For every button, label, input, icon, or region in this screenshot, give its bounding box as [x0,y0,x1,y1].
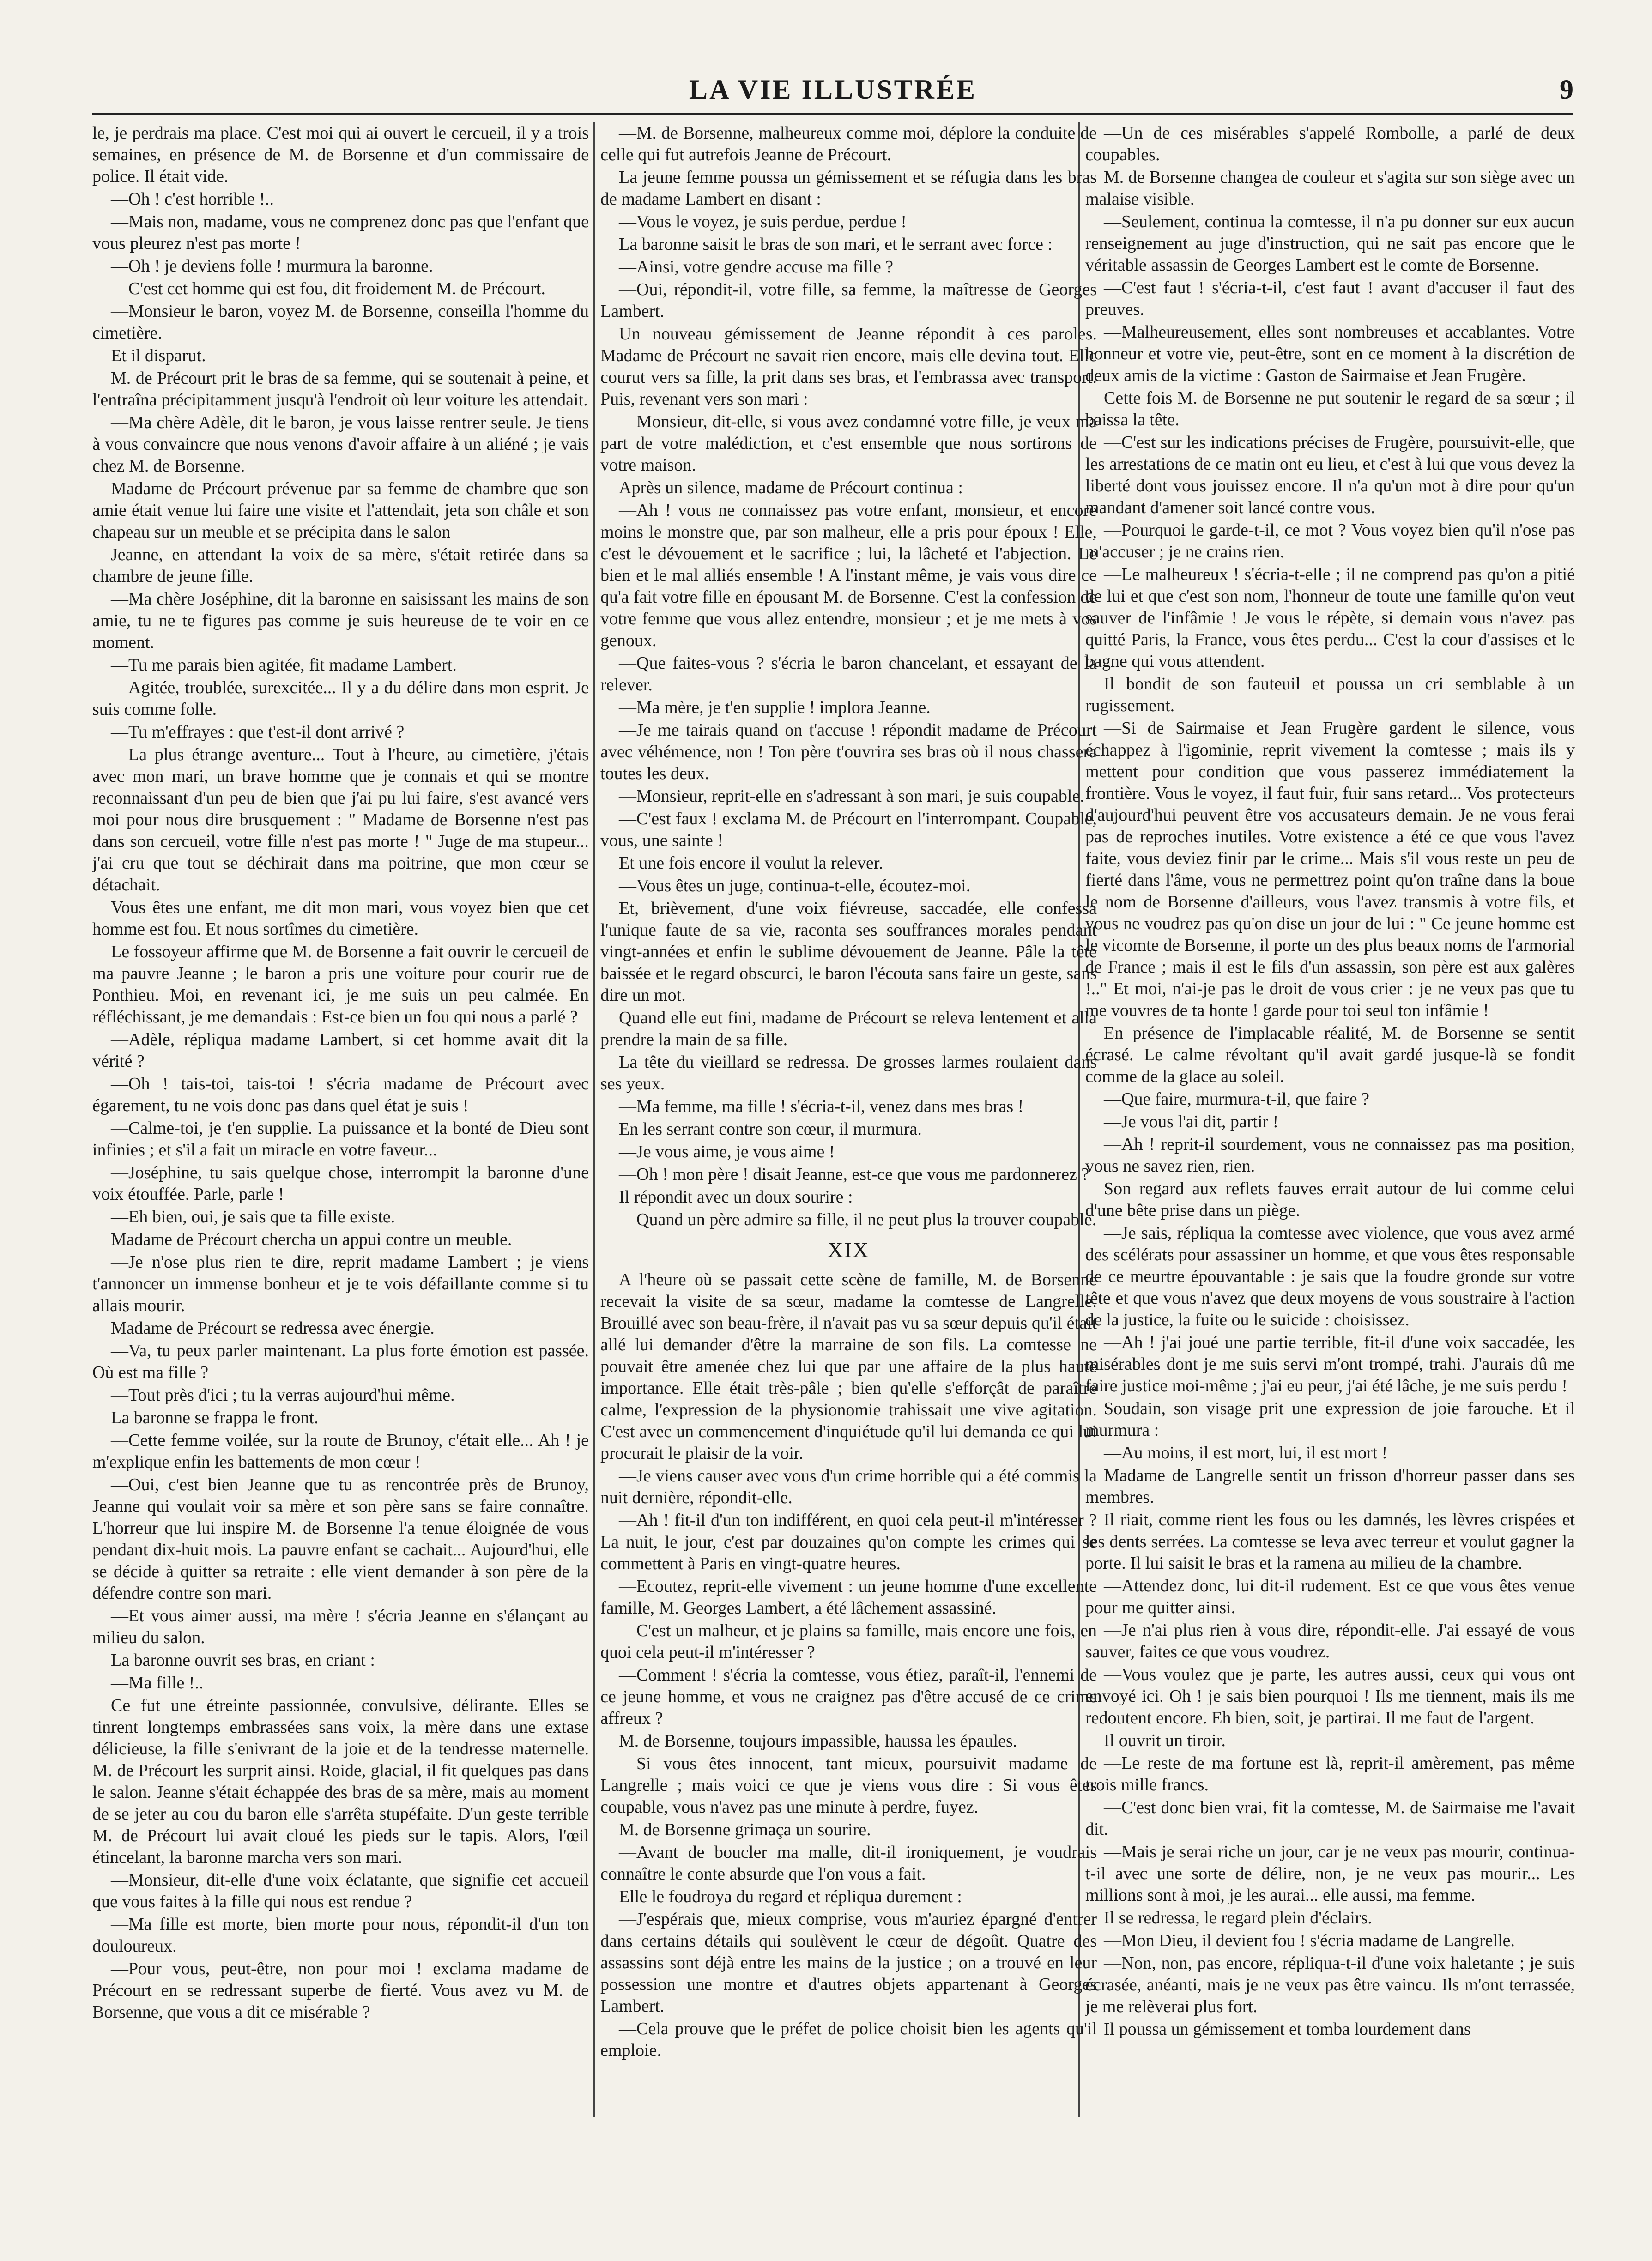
paragraph: Et une fois encore il voulut la relever. [619,853,883,873]
paragraph: M. de Précourt prit le bras de sa femme, qui se soutenait à peine, et l'entraîna précipitamment jusqu'à l'endroit où leur voiture les attendait. [92,369,589,410]
paragraph: —Malheureusement, elles sont nombreuses et accablantes. Votre honneur et votre vie, peut-être, sont en ce moment à la discrétion de deux amis de la victime : Gaston de Sairmaise et Jean Frugère. [1085,322,1575,385]
paragraph: —Attendez donc, lui dit-il rudement. Est ce que vous êtes venue pour me quitter ainsi. [1085,1576,1575,1617]
paragraph: —Je me tairais quand on t'accuse ! répondit madame de Précourt avec véhémence, non ! Ton père t'ouvrira ses bras où il nous chassera toutes les deux. [600,720,1097,783]
paragraph: M. de Borsenne changea de couleur et s'agita sur son siège avec un malaise visible. [1085,168,1575,209]
paragraph: —Mais je serai riche un jour, car je ne veux pas mourir, continua-t-il avec une sorte de délire, non, je ne veux pas mourir... Les millions sont à moi, je les aurai... elle aussi, ma femme. [1085,1842,1575,1905]
paragraph: Quand elle eut fini, madame de Précourt se releva lentement et alla prendre la main de sa fille. [600,1008,1097,1049]
paragraph: —Et vous aimer aussi, ma mère ! s'écria Jeanne en s'élançant au milieu du salon. [92,1606,589,1647]
paragraph: —Ah ! reprit-il sourdement, vous ne connaissez pas ma position, vous ne savez rien, rien. [1085,1135,1575,1176]
paragraph: Vous êtes une enfant, me dit mon mari, vous voyez bien que cet homme est fou. Et nous sortîmes du cimetière. [92,898,589,939]
paragraph: Jeanne, en attendant la voix de sa mère, s'était retirée dans sa chambre de jeune fille. [92,545,589,586]
paragraph: —Ma chère Adèle, dit le baron, je vous laisse rentrer seule. Je tiens à vous convaincre que nous venons d'avoir affaire à un aliéné ; je vais chez M. de Borsenne. [92,413,589,476]
paragraph: A l'heure où se passait cette scène de famille, M. de Borsenne recevait la visite de sa sœur, madame la comtesse de Langrelle. Brouillé avec son beau-frère, il n'avait pas vu sa sœur depuis qu'il était allé lui demander d'être la marraine de son fils. La comtesse ne pouvait être amenée chez lui que par une affaire de la plus haute importance. Elle était très-pâle ; bien qu'elle s'efforçât de paraître calme, l'expression de la physionomie trahissait une vive agitation. C'est avec un commencement d'inquiétude qu'il lui demanda ce qui lui procurait le plaisir de la voir. [600,1270,1097,1463]
paragraph: Madame de Précourt chercha un appui contre un meuble. [111,1230,512,1249]
paragraph: —Ma femme, ma fille ! s'écria-t-il, venez dans mes bras ! [619,1097,1024,1116]
chapter-heading: XIX [828,1238,870,1262]
paragraph: —Joséphine, tu sais quelque chose, interrompit la baronne d'une voix étouffée. Parle, parle ! [92,1163,589,1204]
paragraph: —Oh ! mon père ! disait Jeanne, est-ce que vous me pardonnerez ? [619,1165,1089,1184]
paragraph: —M. de Borsenne, malheureux comme moi, déplore la conduite de celle qui fut autrefois Jeanne de Précourt. [600,123,1097,164]
paragraph: —Vous êtes un juge, continua-t-elle, écoutez-moi. [619,876,971,895]
paragraph: —Si de Sairmaise et Jean Frugère gardent le silence, vous échappez à l'igominie, reprit vivement la comtesse ; mais ils y mettent pour condition que vous passerez immédiatement la frontière. Vous le voyez, il faut fuir, fuir sans retard... Vos protecteurs d'aujourd'hui peuvent être vos accusateurs demain. Je ne vous ferai pas de reproches inutiles. Votre existence a été ce que vous l'avez faite, vous deviez finir par le crime... Mais s'il vous reste un peu de fierté dans l'âme, vous ne permettrez point qu'on traîne dans la boue le nom de Borsenne d'ailleurs, vous l'avez transmis à votre fils, et vous ne voudrez pas qu'on dise un jour de lui : " Ce jeune homme est le vicomte de Borsenne, il porte un des plus beaux noms de l'armorial de France ; mais il est le fils d'un assassin, son père est aux galères !.." Et moi, n'ai-je pas le droit de vous crier : je ne veux pas que tu me vouvres de ta honte ! garde pour toi seul ton infâmie ! [1085,719,1575,1020]
paragraph: La tête du vieillard se redressa. De grosses larmes roulaient dans ses yeux. [600,1052,1097,1094]
column-1 [92,122,589,2168]
paragraph: —Pourquoi le garde-t-il, ce mot ? Vous voyez bien qu'il n'ose pas m'accuser ; je ne crains rien. [1085,520,1575,562]
paragraph: —Si vous êtes innocent, tant mieux, poursuivit madame de Langrelle ; mais voici ce que je viens vous dire : Si vous êtes coupable, vous n'avez pas une minute à perdre, fuyez. [600,1754,1097,1817]
paragraph: —Ma mère, je t'en supplie ! implora Jeanne. [619,698,931,717]
paragraph: Et il disparut. [111,346,206,365]
column-3 [1085,122,1575,2168]
journal-title: LA VIE ILLUSTRÉE [689,74,977,105]
header-rule [92,113,1573,115]
paragraph: —Que faire, murmura-t-il, que faire ? [1104,1089,1370,1109]
paragraph: —Je vous l'ai dit, partir ! [1104,1112,1279,1131]
paragraph: Elle le foudroya du regard et répliqua durement : [619,1887,962,1906]
paragraph: —Je vous aime, je vous aime ! [619,1142,835,1161]
page-number: 9 [1560,74,1573,105]
paragraph: —Tu m'effrayes : que t'est-il dont arrivé ? [111,722,405,742]
column-2 [600,122,1097,2168]
paragraph: —Tout près d'ici ; tu la verras aujourd'hui même. [111,1385,455,1405]
paragraph: —Ma fille !.. [111,1673,204,1693]
paragraph: Le fossoyeur affirme que M. de Borsenne a fait ouvrir le cercueil de ma pauvre Jeanne ; le baron a pris une voiture pour courir rue de Ponthieu. Moi, en revenant ici, je me suis un peu calmée. En réfléchissant, je me demandais : Est-ce bien un fou qui nous a parlé ? [92,942,589,1027]
paragraph: —La plus étrange aventure... Tout à l'heure, au cimetière, j'étais avec mon mari, un brave homme que je connais et qui se montre reconnaissant d'un peu de bien que j'ai pu lui faire, s'est avancé vers moi pour nous dire brusquement : " Madame de Borsenne n'est pas dans son cercueil, votre fille n'est pas morte ! " Juge de ma stupeur... j'ai cru que tout se déchirait dans ma poitrine, que mon cœur se détachait. [92,745,589,895]
paragraph: Madame de Langrelle sentit un frisson d'horreur passer dans ses membres. [1085,1466,1575,1507]
paragraph: —Pour vous, peut-être, non pour moi ! exclama madame de Précourt en se redressant superbe de fierté. Vous avez vu M. de Borsenne, que vous a dit ce misérable ? [92,1959,589,2022]
paragraph: Il répondit avec un doux sourire : [619,1187,853,1207]
paragraph: —Mon Dieu, il devient fou ! s'écria madame de Langrelle. [1104,1931,1515,1950]
paragraph: —Oui, répondit-il, votre fille, sa femme, la maîtresse de Georges Lambert. [600,280,1097,321]
paragraph: —Non, non, pas encore, répliqua-t-il d'une voix haletante ; je suis écrasée, anéanti, mais je ne veux pas être vaincu. Ils m'ont terrassée, je me relèverai plus fort. [1085,1953,1575,2016]
paragraph: —C'est un malheur, et je plains sa famille, mais encore une fois, en quoi cela peut-il m'intéresser ? [600,1621,1097,1662]
paragraph: —Un de ces misérables s'appelé Rombolle, a parlé de deux coupables. [1085,123,1575,164]
paragraph: —Tu me parais bien agitée, fit madame Lambert. [111,655,457,675]
paragraph: M. de Borsenne grimaça un sourire. [619,1820,871,1839]
paragraph: —Eh bien, oui, je sais que ta fille existe. [111,1207,395,1227]
column-2-part-a [600,122,1097,1231]
paragraph: —Que faites-vous ? s'écria le baron chancelant, et essayant de la relever. [600,653,1097,695]
paragraph: —Oh ! c'est horrible !.. [111,189,274,209]
paragraph: —Oh ! tais-toi, tais-toi ! s'écria madame de Précourt avec égarement, tu ne vois donc pas dans quel état je suis ! [92,1074,589,1115]
paragraph: —Ma fille est morte, bien morte pour nous, répondit-il d'un ton douloureux. [92,1915,589,1956]
paragraph: —Ecoutez, reprit-elle vivement : un jeune homme d'une excellente famille, M. Georges Lambert, a été lâchement assassiné. [600,1577,1097,1618]
paragraph: —Ah ! fit-il d'un ton indifférent, en quoi cela peut-il m'intéresser ? La nuit, le jour, c'est par douzaines qu'on compte les crimes qui se commettent à Paris en vingt-quatre heures. [600,1511,1097,1573]
paragraph: —Monsieur, dit-elle, si vous avez condamné votre fille, je veux ma part de votre malédiction, et c'est ensemble que nous sortirons de votre maison. [600,412,1097,475]
paragraph: —Monsieur, dit-elle d'une voix éclatante, que signifie cet accueil que vous faites à la fille qui nous est rendue ? [92,1870,589,1911]
paragraph: —Mais non, madame, vous ne comprenez donc pas que l'enfant que vous pleurez n'est pas morte ! [92,212,589,253]
paragraph: —Adèle, répliqua madame Lambert, si cet homme avait dit la vérité ? [92,1030,589,1071]
column-2-part-b [600,1269,1097,2062]
paragraph: —Va, tu peux parler maintenant. La plus forte émotion est passée. Où est ma fille ? [92,1341,589,1382]
paragraph: —Cette femme voilée, sur la route de Brunoy, c'était elle... Ah ! je m'explique enfin les battements de mon cœur ! [92,1431,589,1472]
paragraph: —Comment ! s'écria la comtesse, vous étiez, paraît-il, l'ennemi de ce jeune homme, et vous ne craignez pas d'être accusé de ce crime affreux ? [600,1665,1097,1728]
paragraph: Soudain, son visage prit une expression de joie farouche. Et il murmura : [1085,1399,1575,1440]
paragraph: —Vous voulez que je parte, les autres aussi, ceux qui vous ont envoyé ici. Oh ! je sais bien pourquoi ! Ils me tiennent, mais ils me redoutent encore. Eh bien, soit, je partirai. Il me faut de l'argent. [1085,1665,1575,1728]
paragraph: —C'est sur les indications précises de Frugère, poursuivit-elle, que les arrestations de ce matin ont eu lieu, et c'est à lui que vous devez la liberté dont vous jouissez encore. Il n'a qu'un mot à dire pour qu'un mandant d'amener soit lancé contre vous. [1085,433,1575,517]
column-divider [593,122,595,2117]
paragraph: La baronne ouvrit ses bras, en criant : [111,1650,375,1670]
paragraph: Son regard aux reflets fauves errait autour de lui comme celui d'une bête prise dans un piège. [1085,1179,1575,1220]
paragraph: —C'est donc bien vrai, fit la comtesse, M. de Sairmaise me l'avait dit. [1085,1798,1575,1839]
paragraph: Madame de Précourt se redressa avec énergie. [111,1318,435,1338]
paragraph: —Je viens causer avec vous d'un crime horrible qui a été commis la nuit dernière, répondit-elle. [600,1466,1097,1507]
paragraph: —Le reste de ma fortune est là, reprit-il amèrement, pas même trois mille francs. [1085,1753,1575,1795]
paragraph: Cette fois M. de Borsenne ne put soutenir le regard de sa sœur ; il baissa la tête. [1085,388,1575,429]
paragraph: La baronne se frappa le front. [111,1408,319,1427]
paragraph: Il bondit de son fauteuil et poussa un cri semblable à un rugissement. [1085,674,1575,715]
paragraph: Il ouvrit un tiroir. [1104,1731,1226,1750]
paragraph: —Agitée, troublée, surexcitée... Il y a du délire dans mon esprit. Je suis comme folle. [92,678,589,719]
paragraph: Ce fut une étreinte passionnée, convulsive, délirante. Elles se tinrent longtemps embrassées sans voix, la mère dans une extase délicieuse, la fille s'enivrant de la joie et de la tendresse maternelle. M. de Précourt les surprit ainsi. Roide, glacial, il fit quelques pas dans le salon. Jeanne s'était échappée des bras de sa mère, mais au moment de se jeter au cou du baron elle s'arrêta stupéfaite. D'un geste terrible M. de Précourt lui avait cloué les pieds sur le tapis. Alors, l'œil étincelant, la baronne marcha vers son mari. [92,1696,589,1867]
paragraph: —Je n'ai plus rien à vous dire, répondit-elle. J'ai essayé de vous sauver, faites ce que vous voudrez. [1085,1620,1575,1662]
paragraph: En les serrant contre son cœur, il murmura. [619,1119,922,1139]
paragraph: —Vous le voyez, je suis perdue, perdue ! [619,212,907,231]
paragraph: —Avant de boucler ma malle, dit-il ironiquement, je voudrais connaître le conte absurde que l'on vous a fait. [600,1843,1097,1884]
paragraph: —Monsieur, reprit-elle en s'adressant à son mari, je suis coupable. [619,786,1084,806]
paragraph: En présence de l'implacable réalité, M. de Borsenne se sentit écrasé. Le calme révoltant qu'il avait gardé jusque-là se fondit comme de la glace au soleil. [1085,1023,1575,1086]
paragraph: —Ma chère Joséphine, dit la baronne en saisissant les mains de son amie, tu ne te figures pas comme je suis heureuse de te voir en ce moment. [92,589,589,652]
paragraph: —Ah ! vous ne connaissez pas votre enfant, monsieur, et encore moins le monstre que, par son malheur, elle a pris pour époux ! Elle, c'est le dévouement et le sacrifice ; lui, la lâcheté et l'abjection. Le bien et le mal alliés ensemble ! A l'instant même, je vais vous dire ce qu'a fait votre fille en épousant M. de Borsenne. C'est la confession de votre femme que vous allez entendre, monsieur ; et je me mets à vos genoux. [600,501,1097,650]
paragraph: —Oui, c'est bien Jeanne que tu as rencontrée près de Brunoy, Jeanne qui voulait voir sa mère et son père sans se faire connaître. L'horreur que lui inspire M. de Borsenne l'a tenue éloignée de vous pendant dix-huit mois. La pauvre enfant se cachait... Aujourd'hui, elle se décide à quitter sa retraite : elle vient demander à son père de la défendre contre son mari. [92,1475,589,1603]
paragraph: Un nouveau gémissement de Jeanne répondit à ces paroles. Madame de Précourt ne savait rien encore, mais elle devina tout. Elle courut vers sa fille, la prit dans ses bras, et l'embrassa avec transport. Puis, revenant vers son mari : [600,324,1097,409]
paragraph: —C'est faux ! exclama M. de Précourt en l'interrompant. Coupable, vous, une sainte ! [600,809,1097,850]
paragraph: M. de Borsenne, toujours impassible, haussa les épaules. [619,1731,1017,1751]
paragraph: La baronne saisit le bras de son mari, et le serrant avec force : [619,235,1053,254]
paragraph: —Monsieur le baron, voyez M. de Borsenne, conseilla l'homme du cimetière. [92,302,589,343]
paragraph: Et, brièvement, d'une voix fiévreuse, saccadée, elle confessa l'unique faute de sa vie, raconta ses souffrances morales pendant vingt-années et enfin le sublime dévouement de Jeanne. Pâle la tête baissée et le regard obscurci, le baron l'écouta sans faire un geste, sans dire un mot. [600,899,1097,1005]
paragraph: le, je perdrais ma place. C'est moi qui ai ouvert le cercueil, il y a trois semaines, en présence de M. de Borsenne et d'un commissaire de police. Il était vide. [92,123,589,186]
paragraph: Il riait, comme rient les fous ou les damnés, les lèvres crispées et les dents serrées. La comtesse se leva avec terreur et voulut gagner la porte. Il lui saisit le bras et la ramena au milieu de la chambre. [1085,1510,1575,1573]
paragraph: Il poussa un gémissement et tomba lourdement dans [1104,2019,1471,2039]
paragraph: —Quand un père admire sa fille, il ne peut plus la trouver coupable. [619,1210,1097,1229]
paragraph: —Le malheureux ! s'écria-t-elle ; il ne comprend pas qu'on a pitié de lui et que c'est son nom, l'honneur de toute une famille qu'on veut sauver de l'infâmie ! Je vous le répète, si demain vous n'avez pas quitté Paris, la France, vous êtes perdu... C'est la cour d'assises et le bagne qui vous attendent. [1085,565,1575,671]
paragraph: La jeune femme poussa un gémissement et se réfugia dans les bras de madame Lambert en disant : [600,168,1097,209]
paragraph: —Je sais, répliqua la comtesse avec violence, que vous avez armé des scélérats pour assassiner un homme, et que vous êtes responsable de ce meurtre épouvantable : je sais que la foudre gronde sur votre tête et que vous n'avez que deux moyens de vous soustraire à l'action de la justice, la fuite ou le suicide : choisissez. [1085,1223,1575,1330]
paragraph: —C'est cet homme qui est fou, dit froidement M. de Précourt. [111,279,545,298]
paragraph: —Oh ! je deviens folle ! murmura la baronne. [111,256,433,276]
paragraph: —Cela prouve que le préfet de police choisit bien les agents qu'il emploie. [600,2019,1097,2060]
paragraph: —Je n'ose plus rien te dire, reprit madame Lambert ; je viens t'annoncer un immense bonheur et je te vois défaillante comme si tu allais mourir. [92,1252,589,1315]
paragraph: —J'espérais que, mieux comprise, vous m'auriez épargné d'entrer dans certains détails qui soulèvent le cœur de dégoût. Quatre des assassins sont déjà entre les mains de la justice ; on a trouvé en leur possession une montre et d'autres objets appartenant à Georges Lambert. [600,1910,1097,2016]
paragraph: —Au moins, il est mort, lui, il est mort ! [1104,1443,1388,1463]
paragraph: Après un silence, madame de Précourt continua : [619,478,963,497]
paragraph: Madame de Précourt prévenue par sa femme de chambre que son amie était venue lui faire une visite et l'attendait, jeta son châle et son chapeau sur un meuble et se précipita dans le salon [92,479,589,542]
paragraph: —Ainsi, votre gendre accuse ma fille ? [619,257,894,277]
paragraph: Il se redressa, le regard plein d'éclairs. [1104,1908,1372,1928]
masthead [92,69,1573,120]
paragraph: —C'est faut ! s'écria-t-il, c'est faut ! avant d'accuser il faut des preuves. [1085,278,1575,319]
paragraph: —Calme-toi, je t'en supplie. La puissance et la bonté de Dieu sont infinies ; et s'il a fait un miracle en votre faveur... [92,1118,589,1160]
paragraph: —Seulement, continua la comtesse, il n'a pu donner sur eux aucun renseignement au juge d'instruction, qui ne sait pas encore que le véritable assassin de Georges Lambert est le comte de Borsenne. [1085,212,1575,275]
paragraph: —Ah ! j'ai joué une partie terrible, fit-il d'une voix saccadée, les misérables dont je me suis servi m'ont trompé, trahi. J'aurais dû me faire justice moi-même ; j'ai eu peur, j'ai été lâche, je me suis perdu ! [1085,1333,1575,1396]
